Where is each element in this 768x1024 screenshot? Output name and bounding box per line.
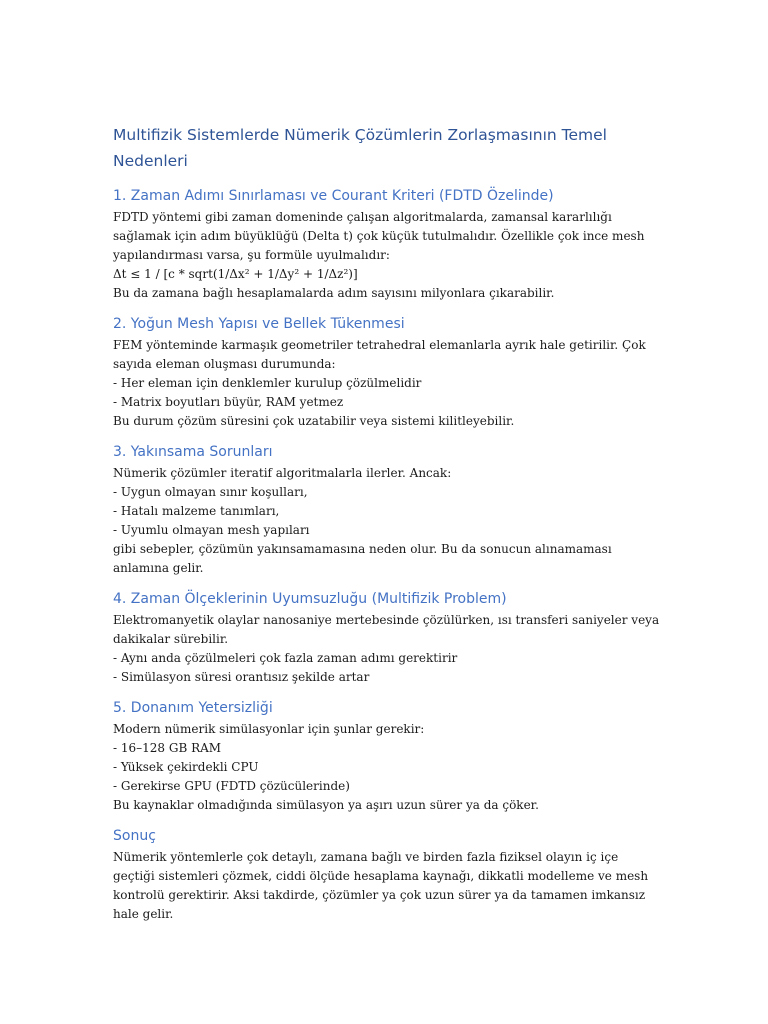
- section-mesh-memory: [113, 314, 661, 431]
- section-heading: 1. Zaman Adımı Sınırlaması ve Courant Kriteri (FDTD Özelinde): [113, 188, 554, 204]
- bullet-line: - Uygun olmayan sınır koşulları,: [113, 485, 308, 499]
- section-time-step: [113, 186, 661, 303]
- section-paragraph: Elektromanyetik olaylar nanosaniye mertebesinde çözülürken, ısı transferi saniyeler veya dakikalar sürebilir.: [113, 613, 660, 646]
- section-paragraph: FDTD yöntemi gibi zaman domeninde çalışan algoritmalarda, zamansal kararlılığı sağlamak için adım büyüklüğü (Delta t) çok küçük tutulmalıdır. Özellikle çok ince mesh yapılandırması varsa, şu formüle uyulmalıdır:: [113, 210, 645, 262]
- bullet-line: - Yüksek çekirdekli CPU: [113, 760, 259, 774]
- section-paragraph: Nümerik yöntemlerle çok detaylı, zamana bağlı ve birden fazla fiziksel olayın iç içe geçtiği sistemleri çözmek, ciddi ölçüde hesaplama kaynağı, dikkatli modelleme ve mesh kontrolü gerektirir. Aksi takdirde, çözümler ya çok uzun sürer ya da tamamen imkansız hale gelir.: [113, 850, 649, 921]
- section-paragraph: FEM yönteminde karmaşık geometriler tetrahedral elemanlarla ayrık hale getirilir. Çok sayıda eleman oluşması durumunda:: [113, 338, 646, 371]
- text-line: Bu kaynaklar olmadığında simülasyon ya aşırı uzun sürer ya da çöker.: [113, 798, 539, 812]
- bullet-line: - Hatalı malzeme tanımları,: [113, 504, 280, 518]
- section-heading: 2. Yoğun Mesh Yapısı ve Bellek Tükenmesi: [113, 316, 405, 332]
- section-heading: 5. Donanım Yetersizliği: [113, 700, 273, 716]
- bullet-line: - 16–128 GB RAM: [113, 741, 222, 755]
- text-line: Bu da zamana bağlı hesaplamalarda adım sayısını milyonlara çıkarabilir.: [113, 286, 555, 300]
- document-page: [113, 122, 661, 935]
- section-hardware: [113, 698, 661, 815]
- section-convergence: [113, 442, 661, 578]
- bullet-line: - Her eleman için denklemler kurulup çözülmelidir: [113, 376, 422, 390]
- section-heading: Sonuç: [113, 828, 156, 844]
- bullet-line: - Simülasyon süresi orantısız şekilde artar: [113, 670, 370, 684]
- bullet-line: - Uyumlu olmayan mesh yapıları: [113, 523, 310, 537]
- document-title: Multifizik Sistemlerde Nümerik Çözümlerin Zorlaşmasının Temel Nedenleri: [113, 126, 607, 170]
- section-paragraph: gibi sebepler, çözümün yakınsamamasına neden olur. Bu da sonucun alınamaması anlamına gelir.: [113, 542, 612, 575]
- bullet-line: - Aynı anda çözülmeleri çok fazla zaman adımı gerektirir: [113, 651, 458, 665]
- text-line: Nümerik çözümler iteratif algoritmalarla ilerler. Ancak:: [113, 466, 452, 480]
- formula-line: Δt ≤ 1 / [c * sqrt(1/Δx² + 1/Δy² + 1/Δz²)]: [113, 267, 358, 281]
- section-heading: 4. Zaman Ölçeklerinin Uyumsuzluğu (Multifizik Problem): [113, 591, 507, 607]
- text-line: Modern nümerik simülasyonlar için şunlar gerekir:: [113, 722, 425, 736]
- bullet-line: - Matrix boyutları büyür, RAM yetmez: [113, 395, 344, 409]
- section-time-scales: [113, 589, 661, 687]
- section-heading: 3. Yakınsama Sorunları: [113, 444, 273, 460]
- bullet-line: - Gerekirse GPU (FDTD çözücülerinde): [113, 779, 350, 793]
- section-conclusion: [113, 826, 661, 924]
- text-line: Bu durum çözüm süresini çok uzatabilir veya sistemi kilitleyebilir.: [113, 414, 515, 428]
